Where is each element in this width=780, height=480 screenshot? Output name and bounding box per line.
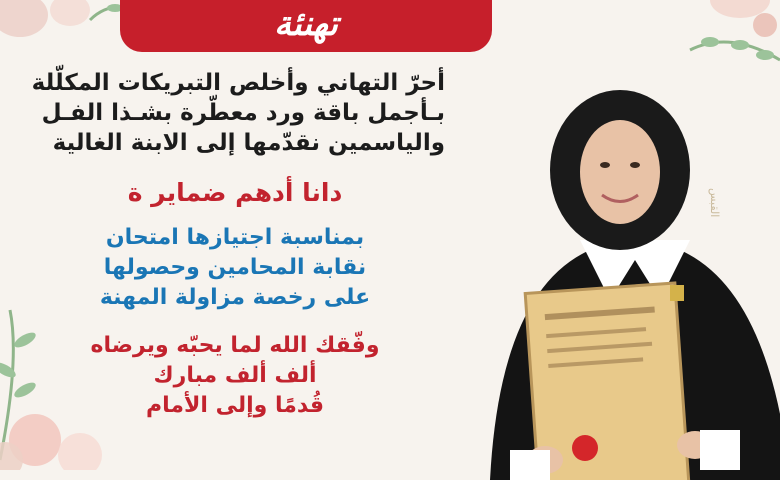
wishes-paragraph	[25, 331, 445, 421]
watermark-text: القبس	[708, 188, 721, 218]
occasion-line: على رخصة مزاولة المهنة	[99, 285, 371, 310]
occasion-paragraph	[25, 223, 445, 313]
occasion-line: نقابة المحامين وحصولها	[103, 255, 367, 280]
header-banner	[120, 0, 492, 52]
honoree-name: دانا أدهم ضماير ة	[127, 178, 343, 207]
intro-paragraph	[25, 68, 445, 158]
wish-line: ألف ألف مبارك	[153, 363, 317, 388]
graduate-photo	[470, 60, 780, 480]
message-text-block	[25, 68, 445, 421]
banner-title: تهنئة	[274, 4, 338, 44]
occasion-line: بمناسبة اجتيازها امتحان	[105, 225, 365, 250]
intro-line: بـأجمل باقة ورد معطّرة بشـذا الفـل	[41, 100, 445, 126]
wish-line: قُدمًا وإلى الأمام	[146, 393, 324, 418]
wish-line: وفّقك الله لما يحبّه ويرضاه	[90, 333, 380, 358]
intro-line: والياسمين نقدّمها إلى الابنة الغالية	[52, 130, 445, 156]
intro-line: أحرّ التهاني وأخلص التبريكات المكلّلة	[31, 70, 445, 96]
